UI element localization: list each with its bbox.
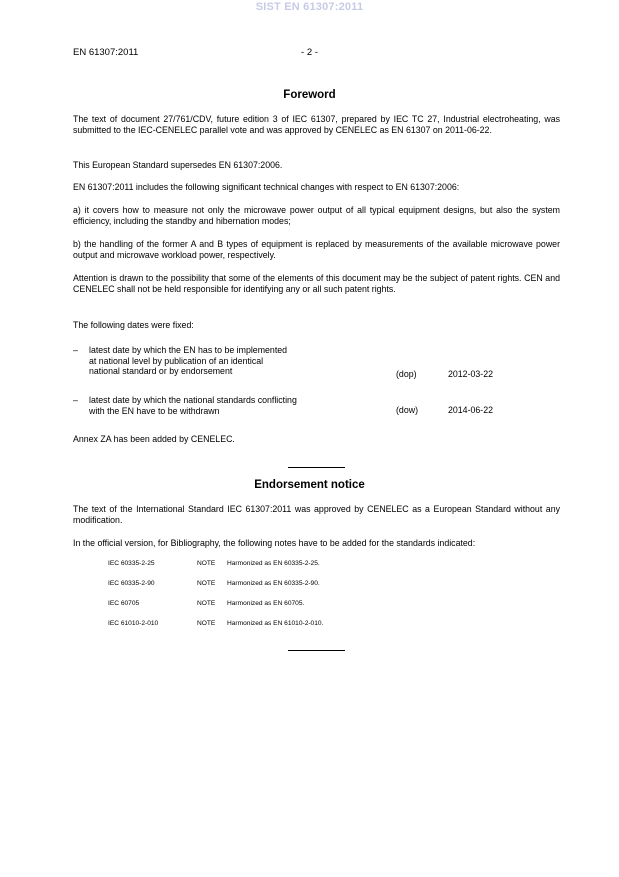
- note-text: Harmonized as EN 60335-2-25.: [227, 560, 320, 567]
- foreword-paragraph-7: The following dates were fixed:: [73, 320, 194, 330]
- section-divider: [288, 650, 345, 651]
- note-label: NOTE: [197, 580, 216, 587]
- foreword-paragraph-3: EN 61307:2011 includes the following significant technical changes with respect to EN 61307:2006:: [73, 182, 460, 192]
- date-item-line: national standard or by endorsement: [89, 366, 233, 376]
- watermark: SIST EN 61307:2011: [255, 1, 364, 13]
- endorsement-paragraph-2: In the official version, for Bibliography, the following notes have to be added for the standards indicated:: [73, 538, 476, 548]
- list-dash: –: [73, 345, 78, 355]
- note-label: NOTE: [197, 600, 216, 607]
- header-page-number: - 2 -: [301, 47, 318, 58]
- foreword-paragraph-5: b) the handling of the former A and B types of equipment is replaced by measurements of the available microwave power output and microwave workload power, respectively.: [73, 239, 560, 260]
- note-text: Harmonized as EN 61010-2-010.: [227, 620, 324, 627]
- endorsement-title: Endorsement notice: [254, 479, 365, 491]
- note-label: NOTE: [197, 560, 216, 567]
- date-abbr-dow: (dow): [396, 405, 418, 415]
- date-value-dop: 2012-03-22: [448, 369, 493, 379]
- foreword-paragraph-1: The text of document 27/761/CDV, future edition 3 of IEC 61307, prepared by IEC TC 27, Industrial electroheating, was submitted to the IEC-CENELEC parallel vote and was approved by CENELEC as EN 61307 on 2011-06-22.: [73, 114, 560, 135]
- foreword-paragraph-8: Annex ZA has been added by CENELEC.: [73, 434, 235, 444]
- foreword-paragraph-6: Attention is drawn to the possibility that some of the elements of this document may be the subject of patent rights. CEN and CENELEC shall not be held responsible for identifying any or all such patent rights.: [73, 273, 560, 294]
- foreword-paragraph-4: a) it covers how to measure not only the microwave power output of all typical equipment designs, but also the system efficiency, including the standby and hibernation modes;: [73, 205, 560, 226]
- list-dash: –: [73, 395, 78, 405]
- date-abbr-dop: (dop): [396, 369, 417, 379]
- note-standard-ref: IEC 60705: [108, 600, 140, 607]
- date-item-line: latest date by which the EN has to be implemented: [89, 345, 288, 355]
- date-item-line: with the EN have to be withdrawn: [89, 405, 220, 416]
- section-divider: [288, 467, 345, 468]
- note-standard-ref: IEC 60335-2-25: [108, 560, 155, 567]
- note-text: Harmonized as EN 60705.: [227, 600, 305, 607]
- foreword-title: Foreword: [283, 89, 336, 101]
- header-doc-id: EN 61307:2011: [73, 47, 139, 58]
- note-label: NOTE: [197, 620, 216, 627]
- endorsement-paragraph-1: The text of the International Standard IEC 61307:2011 was approved by CENELEC as a European Standard without any modification.: [73, 504, 560, 525]
- note-standard-ref: IEC 60335-2-90: [108, 580, 155, 587]
- note-standard-ref: IEC 61010-2-010: [108, 620, 159, 627]
- date-item-line: at national level by publication of an identical: [89, 355, 264, 366]
- note-text: Harmonized as EN 60335-2-90.: [227, 580, 320, 587]
- date-value-dow: 2014-06-22: [448, 405, 493, 415]
- date-item-line: latest date by which the national standards conflicting: [89, 395, 297, 405]
- foreword-paragraph-2: This European Standard supersedes EN 61307:2006.: [73, 160, 283, 170]
